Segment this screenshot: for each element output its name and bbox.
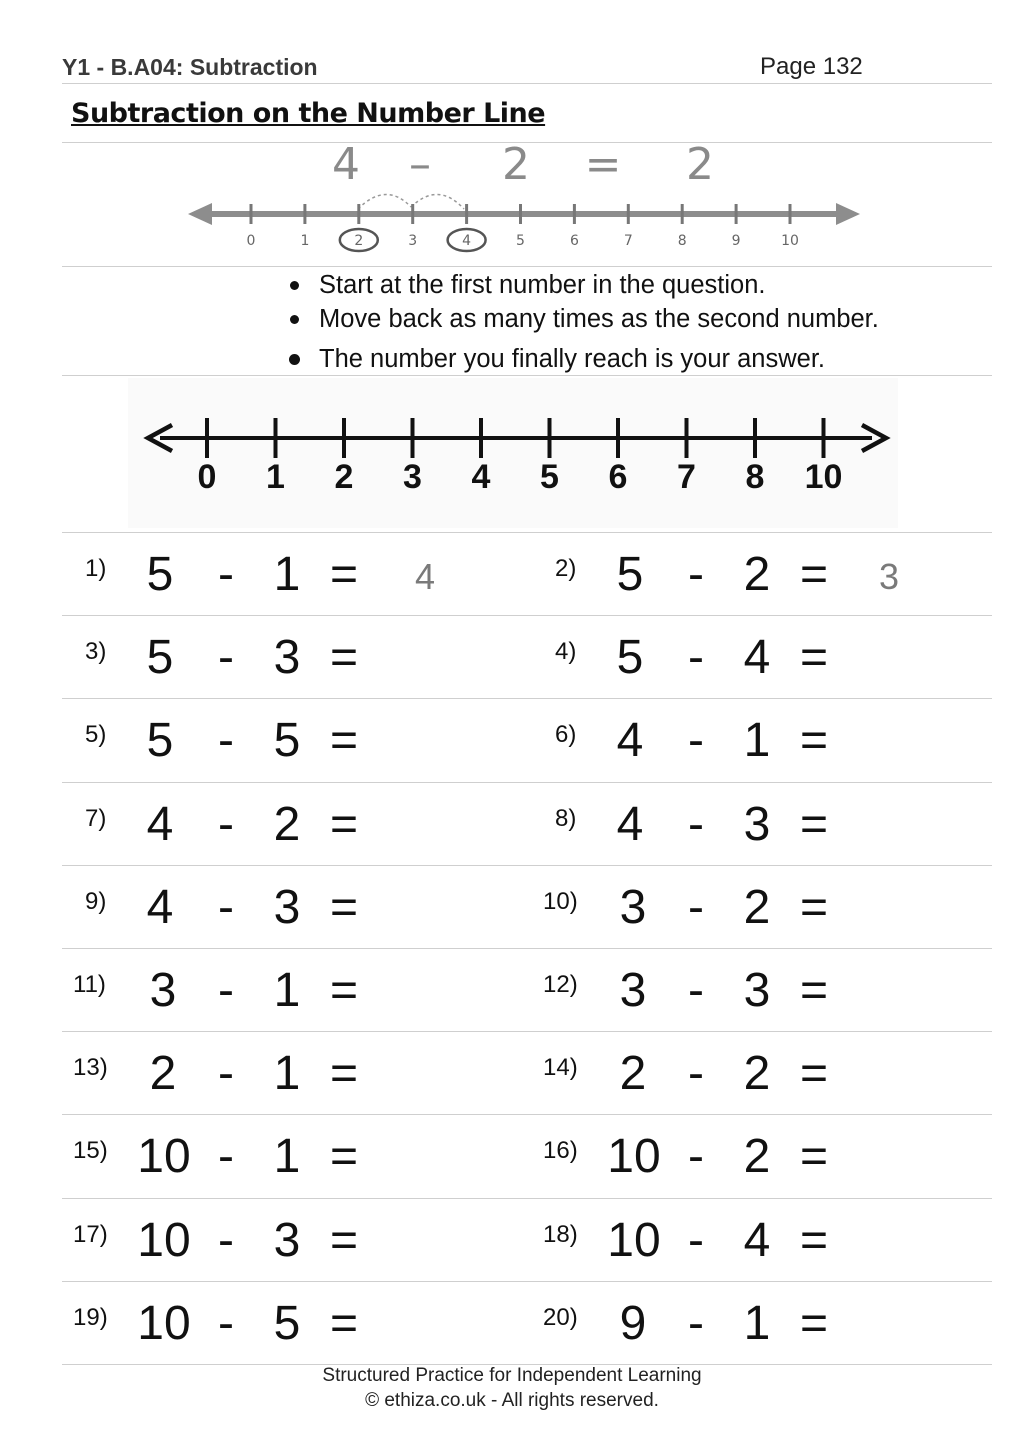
row-divider — [62, 782, 992, 783]
number-line-label: 3 — [403, 458, 422, 496]
problem-number: 9) — [85, 887, 107, 915]
minus-sign: - — [218, 964, 234, 1017]
problem-number: 16) — [543, 1137, 578, 1165]
minus-sign: - — [688, 797, 704, 851]
problem-minuend: 4 — [146, 880, 174, 934]
row-divider — [62, 615, 992, 616]
problem-subtrahend: 1 — [743, 1296, 771, 1350]
problem-subtrahend: 5 — [273, 714, 301, 768]
problem-subtrahend: 2 — [743, 1130, 771, 1184]
problem-number: 17) — [73, 1220, 108, 1248]
answer-field[interactable] — [415, 1305, 455, 1349]
problem-number: 6) — [555, 721, 577, 749]
problem-minuend: 10 — [137, 1130, 191, 1184]
problem-number: 20) — [543, 1303, 578, 1331]
problem-minuend: 5 — [616, 631, 644, 685]
equals-sign: = — [330, 1047, 359, 1101]
minus-sign: - — [218, 1213, 234, 1267]
problem-subtrahend: 2 — [743, 1047, 771, 1101]
number-line-label: 2 — [334, 458, 354, 496]
equals-sign: = — [330, 1213, 359, 1267]
hop-arc — [411, 194, 464, 209]
equals-sign: = — [800, 880, 829, 934]
divider — [62, 83, 992, 84]
minus-sign: - — [218, 714, 234, 768]
number-line-label: 7 — [677, 458, 696, 496]
problem-number: 5) — [85, 721, 107, 749]
example-equation-part: 2 — [686, 143, 714, 190]
equals-sign: = — [330, 548, 359, 601]
equals-sign: = — [800, 964, 829, 1017]
minus-sign: - — [218, 1296, 234, 1350]
problem-minuend: 10 — [137, 1213, 191, 1267]
number-line-label: 10 — [804, 458, 843, 496]
answer-field[interactable] — [879, 639, 919, 683]
problem-minuend: 5 — [616, 548, 644, 601]
problem-subtrahend: 3 — [743, 797, 771, 851]
problem-number: 13) — [73, 1054, 108, 1082]
problem-number: 7) — [85, 804, 107, 832]
example-equation-part: 2 — [502, 143, 530, 190]
minus-sign: - — [688, 548, 704, 601]
row-divider — [62, 1114, 992, 1115]
problem-number: 2) — [555, 555, 577, 582]
minus-sign: - — [688, 714, 704, 768]
problem-minuend: 10 — [607, 1213, 661, 1267]
minus-sign: - — [688, 1047, 704, 1101]
worksheet-code: Y1 - B.A04: Subtraction — [62, 54, 318, 80]
problem-minuend: 10 — [137, 1296, 191, 1350]
answer-field[interactable] — [879, 1138, 919, 1182]
instruction-item: Move back as many times as the second number. — [288, 302, 879, 336]
equals-sign: = — [330, 1130, 359, 1184]
row-divider — [62, 698, 992, 699]
example-equation-part: = — [584, 143, 622, 190]
equals-sign: = — [330, 631, 359, 685]
problem-number: 8) — [555, 804, 577, 832]
footer-copyright: © ethiza.co.uk - All rights reserved. — [365, 1390, 659, 1411]
equals-sign: = — [330, 964, 359, 1017]
example-tick-label: 0 — [246, 233, 256, 249]
answer-field[interactable] — [879, 722, 919, 766]
divider — [62, 266, 992, 267]
equals-sign: = — [800, 797, 829, 851]
answer-field[interactable] — [415, 1055, 455, 1099]
minus-sign: - — [688, 964, 704, 1017]
answer-field[interactable] — [415, 1138, 455, 1182]
right-arrow-icon — [836, 203, 860, 225]
problem-subtrahend: 1 — [743, 714, 771, 768]
left-arrow-icon — [188, 203, 212, 225]
minus-sign: - — [218, 1130, 234, 1184]
row-divider — [62, 948, 992, 949]
answer-field[interactable] — [415, 972, 455, 1016]
example-tick-label: 3 — [408, 233, 418, 249]
problem-subtrahend: 2 — [743, 548, 771, 601]
answer-field[interactable] — [879, 1222, 919, 1266]
number-line-label: 8 — [745, 458, 765, 496]
row-divider — [62, 1281, 992, 1282]
instruction-list — [288, 268, 879, 376]
example-equation-part: – — [409, 143, 431, 190]
answer-field[interactable] — [415, 722, 455, 766]
problem-minuend: 3 — [619, 880, 647, 934]
equals-sign: = — [330, 1296, 359, 1350]
instruction-item: The number you finally reach is your answer. — [288, 342, 879, 376]
answer-field[interactable] — [879, 972, 919, 1016]
problem-subtrahend: 1 — [273, 964, 301, 1017]
answer-field[interactable]: 3 — [879, 556, 900, 597]
problem-number: 10) — [543, 887, 578, 915]
equals-sign: = — [800, 1213, 829, 1267]
minus-sign: - — [688, 880, 704, 934]
minus-sign: - — [218, 631, 234, 685]
footer-tagline: Structured Practice for Independent Learning — [322, 1365, 702, 1386]
equals-sign: = — [330, 880, 359, 934]
problem-subtrahend: 3 — [273, 631, 301, 685]
example-tick-label: 5 — [516, 233, 525, 249]
problem-subtrahend: 1 — [273, 548, 301, 601]
minus-sign: - — [688, 1296, 704, 1350]
equals-sign: = — [800, 1296, 829, 1350]
equals-sign: = — [330, 797, 359, 851]
problem-subtrahend: 3 — [743, 964, 771, 1017]
problem-minuend: 3 — [619, 964, 647, 1017]
number-line — [0, 378, 1024, 528]
example-tick-label: 10 — [781, 233, 799, 249]
minus-sign: - — [218, 1047, 234, 1101]
number-line-label: 0 — [197, 458, 217, 496]
row-divider — [62, 1031, 992, 1032]
problem-minuend: 5 — [146, 714, 174, 768]
problem-subtrahend: 2 — [743, 880, 771, 934]
number-line-label: 6 — [608, 458, 628, 496]
example-tick-label: 1 — [300, 233, 310, 249]
example-equation-part: 4 — [332, 143, 360, 190]
minus-sign: - — [688, 631, 704, 685]
problem-number: 19) — [73, 1303, 108, 1331]
problem-minuend: 4 — [616, 797, 644, 851]
answer-field[interactable] — [879, 1055, 919, 1099]
answer-field[interactable] — [415, 806, 455, 850]
problem-number: 11) — [73, 971, 106, 998]
problem-number: 14) — [543, 1054, 578, 1082]
number-line-label: 1 — [266, 458, 285, 496]
section-title: Subtraction on the Number Line — [71, 98, 546, 129]
problem-subtrahend: 2 — [273, 797, 301, 851]
minus-sign: - — [688, 1130, 704, 1184]
problem-subtrahend: 4 — [743, 1213, 771, 1267]
minus-sign: - — [218, 880, 234, 934]
equals-sign: = — [800, 1130, 829, 1184]
example-tick-label: 6 — [569, 233, 579, 249]
problem-number: 12) — [543, 971, 578, 998]
page-number: Page 132 — [760, 53, 863, 80]
minus-sign: - — [218, 797, 234, 851]
number-line-label: 5 — [540, 458, 559, 496]
problem-minuend: 5 — [146, 548, 174, 601]
answer-field[interactable] — [415, 639, 455, 683]
problem-number: 15) — [73, 1137, 108, 1165]
example-tick-label: 8 — [677, 233, 687, 249]
problem-minuend: 2 — [149, 1047, 177, 1101]
problem-minuend: 4 — [616, 714, 644, 768]
answer-field[interactable] — [879, 1305, 919, 1349]
equals-sign: = — [800, 631, 829, 685]
example-tick-label: 9 — [731, 233, 741, 249]
equals-sign: = — [800, 548, 829, 601]
divider — [62, 375, 992, 376]
problem-number: 4) — [555, 638, 577, 666]
problem-subtrahend: 4 — [743, 631, 771, 685]
problem-minuend: 2 — [619, 1047, 647, 1101]
instruction-item: Start at the first number in the question. — [288, 268, 879, 302]
example-tick-label: 4 — [462, 233, 472, 249]
problem-number: 1) — [85, 555, 107, 582]
problem-minuend: 4 — [146, 797, 174, 851]
answer-field[interactable] — [415, 889, 455, 933]
equals-sign: = — [800, 1047, 829, 1101]
problem-number: 3) — [85, 638, 107, 666]
answer-field[interactable] — [415, 1222, 455, 1266]
problem-minuend: 3 — [149, 964, 177, 1017]
equals-sign: = — [330, 714, 359, 768]
minus-sign: - — [218, 548, 234, 601]
answer-field[interactable] — [879, 889, 919, 933]
example-tick-label: 7 — [623, 233, 633, 249]
answer-field[interactable]: 4 — [415, 556, 436, 597]
equals-sign: = — [800, 714, 829, 768]
problem-subtrahend: 3 — [273, 880, 301, 934]
example-tick-label: 2 — [354, 233, 364, 249]
problem-subtrahend: 1 — [273, 1130, 301, 1184]
problem-minuend: 5 — [146, 631, 174, 685]
answer-field[interactable] — [879, 806, 919, 850]
problem-minuend: 9 — [619, 1296, 647, 1350]
problem-subtrahend: 5 — [273, 1296, 301, 1350]
example-number-line — [0, 143, 1024, 265]
minus-sign: - — [688, 1213, 704, 1267]
divider — [62, 532, 992, 533]
row-divider — [62, 865, 992, 866]
problem-number: 18) — [543, 1220, 578, 1248]
number-line-label: 4 — [471, 458, 491, 496]
hop-arc — [358, 194, 411, 209]
problem-minuend: 10 — [607, 1130, 661, 1184]
problem-subtrahend: 1 — [273, 1047, 301, 1101]
problem-subtrahend: 3 — [273, 1213, 301, 1267]
row-divider — [62, 1198, 992, 1199]
